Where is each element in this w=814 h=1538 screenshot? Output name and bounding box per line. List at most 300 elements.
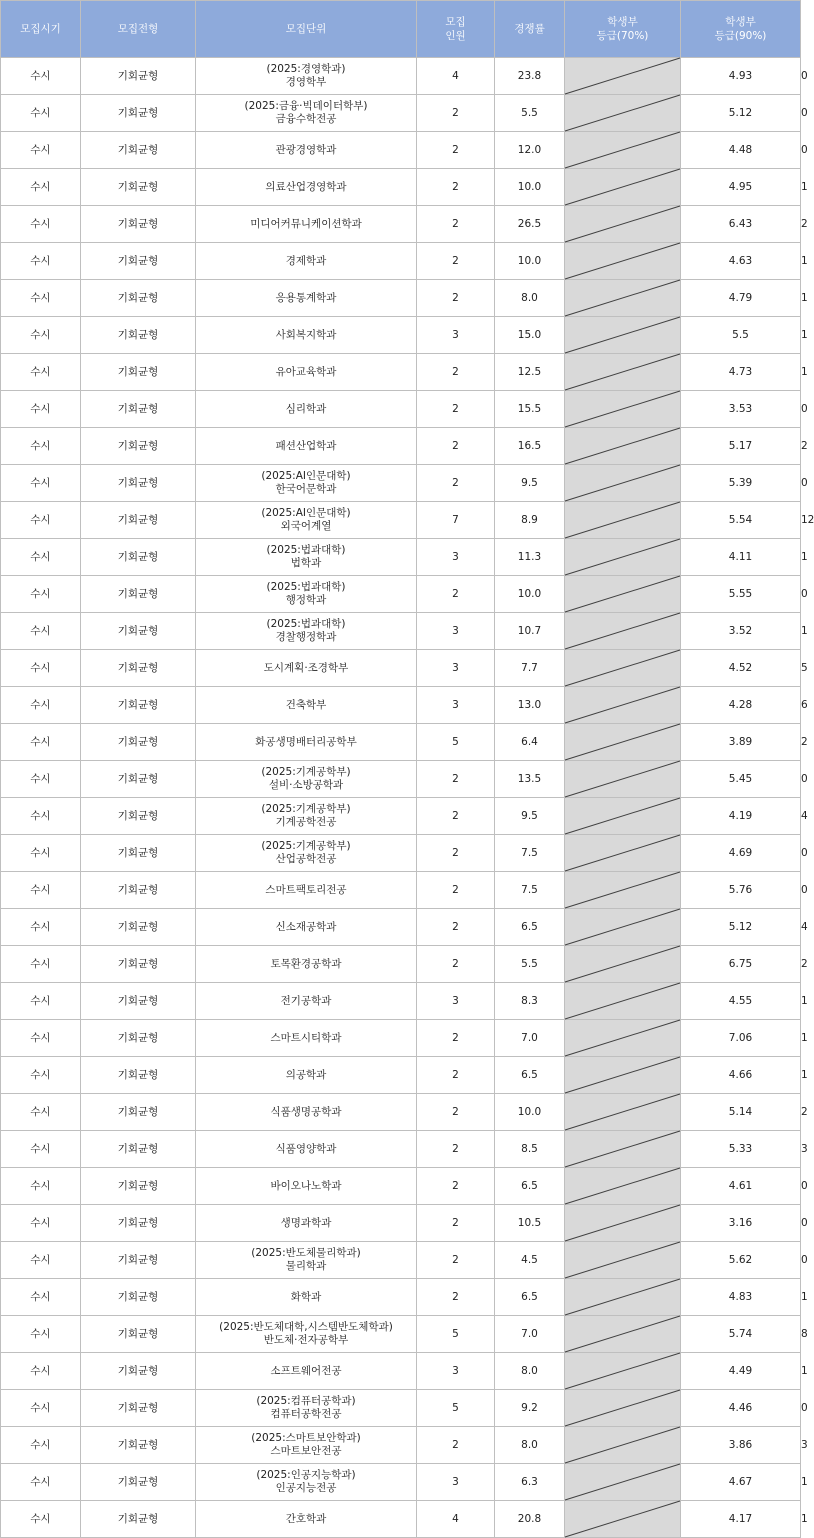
cell-type: 기회균형 xyxy=(81,946,196,983)
cell-type: 기회균형 xyxy=(81,1205,196,1242)
unit-line: (2025:기계공학부) xyxy=(261,803,351,815)
unit-line: 한국어문학과 xyxy=(275,483,337,495)
diagonal-slash xyxy=(565,391,680,427)
diagonal-slash xyxy=(565,1279,680,1315)
cell-grade70-empty xyxy=(565,1501,681,1538)
cell-unit xyxy=(196,613,417,650)
header-grade70 xyxy=(565,1,681,58)
cell-grade70-empty xyxy=(565,761,681,798)
cell-quota: 2 xyxy=(417,206,495,243)
table-row: 수시 기회균형 (2025:법과대학) 법학과 3 11.3 4.11 1 xyxy=(1,539,801,576)
diagonal-slash xyxy=(565,613,680,649)
cell-grade90: 4.52 xyxy=(681,650,801,687)
cell-unit xyxy=(196,280,417,317)
cell-grade90: 4.95 xyxy=(681,169,801,206)
cell-period: 수시 xyxy=(1,280,81,317)
unit-line: (2025:스마트보안학과) xyxy=(251,1432,361,1444)
cell-quota: 3 xyxy=(417,687,495,724)
cell-grade70-empty xyxy=(565,539,681,576)
cell-grade90: 5.55 xyxy=(681,576,801,613)
cell-grade70-empty xyxy=(565,1279,681,1316)
cell-period: 수시 xyxy=(1,1057,81,1094)
diagonal-slash xyxy=(565,983,680,1019)
unit-line: 바이오나노학과 xyxy=(270,1179,342,1192)
cell-ratio: 8.0 xyxy=(495,1427,565,1464)
diagonal-slash xyxy=(565,687,680,723)
cell-ratio: 6.5 xyxy=(495,1279,565,1316)
cell-quota: 5 xyxy=(417,1390,495,1427)
cell-grade70-empty xyxy=(565,724,681,761)
cell-quota: 2 xyxy=(417,872,495,909)
unit-line: (2025:법과대학) xyxy=(266,618,346,630)
unit-line: (2025:인공지능학과) xyxy=(256,1469,356,1481)
unit-line: 설비·소방공학과 xyxy=(268,779,344,791)
header-label-line: 등급(70%) xyxy=(596,30,649,42)
cell-period: 수시 xyxy=(1,1353,81,1390)
cell-ratio: 15.0 xyxy=(495,317,565,354)
cell-grade70-empty xyxy=(565,1020,681,1057)
cell-ratio: 6.4 xyxy=(495,724,565,761)
diagonal-slash xyxy=(565,650,680,686)
header-type xyxy=(81,1,196,58)
cell-grade90: 7.06 xyxy=(681,1020,801,1057)
cell-grade90: 5.12 xyxy=(681,909,801,946)
cell-grade70-empty xyxy=(565,169,681,206)
diagonal-slash xyxy=(565,798,680,834)
table-row: 수시 기회균형 (2025:기계공학부) 설비·소방공학과 2 13.5 5.45 0 xyxy=(1,761,801,798)
cell-grade90: 5.39 xyxy=(681,465,801,502)
cell-ratio: 6.5 xyxy=(495,1057,565,1094)
cell-ratio: 5.5 xyxy=(495,946,565,983)
table-row: 수시 기회균형 (2025:인공지능학과) 인공지능전공 3 6.3 4.67 1 xyxy=(1,1464,801,1501)
table-row: 수시 기회균형 (2025:금융·빅데이터학부) 금융수학전공 2 5.5 5.12 0 xyxy=(1,95,801,132)
diagonal-slash xyxy=(565,280,680,316)
cell-type: 기회균형 xyxy=(81,1020,196,1057)
cell-grade70-empty xyxy=(565,909,681,946)
unit-line: 식품생명공학과 xyxy=(270,1105,342,1118)
cell-ratio: 10.0 xyxy=(495,169,565,206)
cell-unit xyxy=(196,58,417,95)
cell-ratio: 13.0 xyxy=(495,687,565,724)
unit-line: 금융수학전공 xyxy=(275,113,337,125)
table-row: 수시 기회균형 (2025:기계공학부) 산업공학전공 2 7.5 4.69 0 xyxy=(1,835,801,872)
unit-line: (2025:컴퓨터공학과) xyxy=(256,1395,356,1407)
cell-type: 기회균형 xyxy=(81,391,196,428)
cell-ratio: 10.7 xyxy=(495,613,565,650)
cell-unit xyxy=(196,1057,417,1094)
table-row: 수시 기회균형 경제학과 2 10.0 4.63 1 xyxy=(1,243,801,280)
cell-grade90: 4.17 xyxy=(681,1501,801,1538)
cell-quota: 2 xyxy=(417,909,495,946)
cell-ratio: 10.0 xyxy=(495,576,565,613)
unit-line: 간호학과 xyxy=(285,1512,327,1525)
header-label-line: 경쟁률 xyxy=(514,23,545,35)
diagonal-slash xyxy=(565,909,680,945)
cell-period: 수시 xyxy=(1,391,81,428)
unit-line: 스마트팩토리전공 xyxy=(265,883,347,896)
cell-ratio: 7.0 xyxy=(495,1316,565,1353)
cell-quota: 2 xyxy=(417,1427,495,1464)
cell-unit xyxy=(196,872,417,909)
diagonal-slash xyxy=(565,1020,680,1056)
cell-grade90: 4.73 xyxy=(681,354,801,391)
diagonal-slash xyxy=(565,835,680,871)
cell-quota: 2 xyxy=(417,1057,495,1094)
cell-grade70-empty xyxy=(565,1464,681,1501)
table-row: 수시 기회균형 생명과학과 2 10.5 3.16 0 xyxy=(1,1205,801,1242)
cell-quota: 2 xyxy=(417,761,495,798)
cell-quota: 2 xyxy=(417,835,495,872)
table-row: 수시 기회균형 (2025:반도체대학,시스템반도체학과) 반도체·전자공학부 5 7.0 5.74 8 xyxy=(1,1316,801,1353)
diagonal-slash xyxy=(565,1057,680,1093)
cell-ratio: 13.5 xyxy=(495,761,565,798)
diagonal-slash xyxy=(565,946,680,982)
header-label-line: 모집 xyxy=(445,16,466,28)
cell-grade90: 3.16 xyxy=(681,1205,801,1242)
cell-grade90: 5.74 xyxy=(681,1316,801,1353)
cell-ratio: 23.8 xyxy=(495,58,565,95)
cell-period: 수시 xyxy=(1,872,81,909)
cell-quota: 2 xyxy=(417,1242,495,1279)
cell-type: 기회균형 xyxy=(81,687,196,724)
unit-line: (2025:기계공학부) xyxy=(261,766,351,778)
table-row: 수시 기회균형 (2025:AI인문대학) 외국어계열 7 8.9 5.54 12 xyxy=(1,502,801,539)
diagonal-slash xyxy=(565,1353,680,1389)
table-row: 수시 기회균형 (2025:법과대학) 행정학과 2 10.0 5.55 0 xyxy=(1,576,801,613)
unit-line: 심리학과 xyxy=(285,402,327,415)
cell-unit xyxy=(196,1390,417,1427)
cell-unit xyxy=(196,946,417,983)
cell-quota: 2 xyxy=(417,1131,495,1168)
cell-unit xyxy=(196,169,417,206)
cell-unit xyxy=(196,1353,417,1390)
cell-unit xyxy=(196,1501,417,1538)
cell-quota: 2 xyxy=(417,1279,495,1316)
table-row: 수시 기회균형 간호학과 4 20.8 4.17 1 xyxy=(1,1501,801,1538)
cell-grade70-empty xyxy=(565,798,681,835)
cell-ratio: 9.2 xyxy=(495,1390,565,1427)
diagonal-slash xyxy=(565,243,680,279)
cell-grade70-empty xyxy=(565,132,681,169)
unit-line: 행정학과 xyxy=(285,594,327,606)
diagonal-slash xyxy=(565,1427,680,1463)
unit-line: (2025:AI인문대학) xyxy=(261,470,351,482)
cell-grade90: 5.45 xyxy=(681,761,801,798)
diagonal-slash xyxy=(565,576,680,612)
cell-quota: 5 xyxy=(417,724,495,761)
cell-ratio: 16.5 xyxy=(495,428,565,465)
cell-ratio: 10.0 xyxy=(495,1094,565,1131)
cell-quota: 2 xyxy=(417,132,495,169)
cell-unit xyxy=(196,243,417,280)
diagonal-slash xyxy=(565,1316,680,1352)
cell-unit xyxy=(196,391,417,428)
cell-grade70-empty xyxy=(565,835,681,872)
diagonal-slash xyxy=(565,465,680,501)
cell-period: 수시 xyxy=(1,502,81,539)
table-row: 수시 기회균형 식품생명공학과 2 10.0 5.14 2 xyxy=(1,1094,801,1131)
table-row: 수시 기회균형 (2025:기계공학부) 기계공학전공 2 9.5 4.19 4 xyxy=(1,798,801,835)
header-label-line: 인원 xyxy=(445,30,466,42)
unit-line: 경찰행정학과 xyxy=(275,631,337,643)
table-row: 수시 기회균형 화공생명배터리공학부 5 6.4 3.89 2 xyxy=(1,724,801,761)
unit-line: 전기공학과 xyxy=(280,994,332,1007)
cell-period: 수시 xyxy=(1,909,81,946)
unit-line: 신소재공학과 xyxy=(275,920,337,933)
table-row: 수시 기회균형 심리학과 2 15.5 3.53 0 xyxy=(1,391,801,428)
diagonal-slash xyxy=(565,1131,680,1167)
cell-quota: 2 xyxy=(417,1168,495,1205)
cell-type: 기회균형 xyxy=(81,650,196,687)
cell-grade90: 5.5 xyxy=(681,317,801,354)
cell-grade70-empty xyxy=(565,946,681,983)
cell-ratio: 11.3 xyxy=(495,539,565,576)
table-row: 수시 기회균형 스마트시티학과 2 7.0 7.06 1 xyxy=(1,1020,801,1057)
cell-unit xyxy=(196,835,417,872)
cell-grade90: 4.66 xyxy=(681,1057,801,1094)
table-row: 수시 기회균형 의공학과 2 6.5 4.66 1 xyxy=(1,1057,801,1094)
diagonal-slash xyxy=(565,95,680,131)
cell-type: 기회균형 xyxy=(81,354,196,391)
diagonal-slash xyxy=(565,1464,680,1500)
cell-period: 수시 xyxy=(1,1094,81,1131)
unit-line: (2025:AI인문대학) xyxy=(261,507,351,519)
cell-grade90: 4.19 xyxy=(681,798,801,835)
cell-quota: 2 xyxy=(417,280,495,317)
cell-ratio: 7.0 xyxy=(495,1020,565,1057)
cell-quota: 4 xyxy=(417,58,495,95)
cell-type: 기회균형 xyxy=(81,613,196,650)
cell-ratio: 5.5 xyxy=(495,95,565,132)
cell-ratio: 8.9 xyxy=(495,502,565,539)
cell-period: 수시 xyxy=(1,317,81,354)
table-row: 수시 기회균형 도시계획·조경학부 3 7.7 4.52 5 xyxy=(1,650,801,687)
cell-grade70-empty xyxy=(565,58,681,95)
unit-line: 사회복지학과 xyxy=(275,328,337,341)
cell-grade90: 5.54 xyxy=(681,502,801,539)
cell-grade70-empty xyxy=(565,983,681,1020)
cell-grade90: 4.48 xyxy=(681,132,801,169)
cell-unit xyxy=(196,465,417,502)
cell-grade90: 5.76 xyxy=(681,872,801,909)
table-row: 수시 기회균형 미디어커뮤니케이션학과 2 26.5 6.43 2 xyxy=(1,206,801,243)
unit-line: 물리학과 xyxy=(285,1260,327,1272)
cell-type: 기회균형 xyxy=(81,280,196,317)
cell-unit xyxy=(196,761,417,798)
cell-grade70-empty xyxy=(565,650,681,687)
cell-type: 기회균형 xyxy=(81,1501,196,1538)
cell-grade90: 3.89 xyxy=(681,724,801,761)
unit-line: 유아교육학과 xyxy=(275,365,337,378)
cell-ratio: 7.5 xyxy=(495,872,565,909)
diagonal-slash xyxy=(565,1168,680,1204)
cell-type: 기회균형 xyxy=(81,1242,196,1279)
cell-unit xyxy=(196,539,417,576)
cell-quota: 2 xyxy=(417,576,495,613)
cell-ratio: 7.5 xyxy=(495,835,565,872)
table-row: 수시 기회균형 사회복지학과 3 15.0 5.5 1 xyxy=(1,317,801,354)
cell-grade90: 4.61 xyxy=(681,1168,801,1205)
cell-grade90: 4.79 xyxy=(681,280,801,317)
diagonal-slash xyxy=(565,206,680,242)
diagonal-slash xyxy=(565,1501,680,1537)
cell-period: 수시 xyxy=(1,761,81,798)
header-label-line: 학생부 xyxy=(607,16,638,28)
cell-type: 기회균형 xyxy=(81,132,196,169)
cell-type: 기회균형 xyxy=(81,576,196,613)
unit-line: 화공생명배터리공학부 xyxy=(255,735,357,748)
table-row: 수시 기회균형 (2025:스마트보안학과) 스마트보안전공 2 8.0 3.86 3 xyxy=(1,1427,801,1464)
table-row: 수시 기회균형 소프트웨어전공 3 8.0 4.49 1 xyxy=(1,1353,801,1390)
cell-period: 수시 xyxy=(1,613,81,650)
table-row: 수시 기회균형 전기공학과 3 8.3 4.55 1 xyxy=(1,983,801,1020)
unit-line: 반도체·전자공학부 xyxy=(263,1334,349,1346)
cell-grade90: 4.46 xyxy=(681,1390,801,1427)
cell-quota: 2 xyxy=(417,1205,495,1242)
unit-line: 건축학부 xyxy=(285,698,327,711)
diagonal-slash xyxy=(565,354,680,390)
unit-line: 토목환경공학과 xyxy=(270,957,342,970)
cell-quota: 2 xyxy=(417,391,495,428)
cell-period: 수시 xyxy=(1,576,81,613)
cell-period: 수시 xyxy=(1,983,81,1020)
cell-period: 수시 xyxy=(1,835,81,872)
cell-unit xyxy=(196,650,417,687)
diagonal-slash xyxy=(565,539,680,575)
cell-grade70-empty xyxy=(565,1316,681,1353)
cell-unit xyxy=(196,1094,417,1131)
cell-period: 수시 xyxy=(1,946,81,983)
unit-line: 의료산업경영학과 xyxy=(265,180,347,193)
cell-ratio: 4.5 xyxy=(495,1242,565,1279)
header-unit xyxy=(196,1,417,58)
cell-unit xyxy=(196,95,417,132)
unit-line: (2025:반도체대학,시스템반도체학과) xyxy=(219,1321,393,1333)
cell-quota: 2 xyxy=(417,465,495,502)
cell-grade90: 4.11 xyxy=(681,539,801,576)
cell-grade90: 4.63 xyxy=(681,243,801,280)
cell-grade70-empty xyxy=(565,872,681,909)
header-label-line: 모집시기 xyxy=(20,23,61,35)
unit-line: (2025:경영학과) xyxy=(266,63,346,75)
unit-line: 식품영양학과 xyxy=(275,1142,337,1155)
cell-ratio: 6.3 xyxy=(495,1464,565,1501)
unit-line: 산업공학전공 xyxy=(275,853,337,865)
cell-grade90: 5.14 xyxy=(681,1094,801,1131)
cell-grade70-empty xyxy=(565,1057,681,1094)
cell-grade70-empty xyxy=(565,1353,681,1390)
cell-grade70-empty xyxy=(565,1242,681,1279)
cell-unit xyxy=(196,1168,417,1205)
cell-period: 수시 xyxy=(1,243,81,280)
cell-grade70-empty xyxy=(565,502,681,539)
cell-type: 기회균형 xyxy=(81,872,196,909)
cell-quota: 2 xyxy=(417,946,495,983)
cell-grade90: 3.86 xyxy=(681,1427,801,1464)
cell-type: 기회균형 xyxy=(81,206,196,243)
unit-line: 응용통계학과 xyxy=(275,291,337,304)
cell-type: 기회균형 xyxy=(81,465,196,502)
cell-quota: 3 xyxy=(417,1464,495,1501)
table-row: 수시 기회균형 스마트팩토리전공 2 7.5 5.76 0 xyxy=(1,872,801,909)
cell-ratio: 9.5 xyxy=(495,798,565,835)
cell-quota: 3 xyxy=(417,317,495,354)
cell-grade90: 3.53 xyxy=(681,391,801,428)
cell-type: 기회균형 xyxy=(81,909,196,946)
table-row: 수시 기회균형 (2025:반도체물리학과) 물리학과 2 4.5 5.62 0 xyxy=(1,1242,801,1279)
cell-unit xyxy=(196,428,417,465)
unit-line: 기계공학전공 xyxy=(275,816,337,828)
cell-unit xyxy=(196,502,417,539)
cell-type: 기회균형 xyxy=(81,1427,196,1464)
cell-grade90: 5.62 xyxy=(681,1242,801,1279)
cell-ratio: 12.5 xyxy=(495,354,565,391)
cell-quota: 2 xyxy=(417,95,495,132)
table-body xyxy=(1,58,814,1538)
diagonal-slash xyxy=(565,132,680,168)
diagonal-slash xyxy=(565,761,680,797)
cell-period: 수시 xyxy=(1,1316,81,1353)
cell-ratio: 6.5 xyxy=(495,1168,565,1205)
cell-period: 수시 xyxy=(1,1131,81,1168)
cell-grade90: 4.83 xyxy=(681,1279,801,1316)
cell-period: 수시 xyxy=(1,798,81,835)
cell-period: 수시 xyxy=(1,1168,81,1205)
diagonal-slash xyxy=(565,58,680,94)
cell-period: 수시 xyxy=(1,58,81,95)
header-label-line: 등급(90%) xyxy=(714,30,767,42)
table-row: 수시 기회균형 신소재공학과 2 6.5 5.12 4 xyxy=(1,909,801,946)
cell-ratio: 8.5 xyxy=(495,1131,565,1168)
cell-grade70-empty xyxy=(565,465,681,502)
cell-grade90: 4.49 xyxy=(681,1353,801,1390)
cell-grade70-empty xyxy=(565,243,681,280)
cell-type: 기회균형 xyxy=(81,1094,196,1131)
cell-type: 기회균형 xyxy=(81,1353,196,1390)
cell-period: 수시 xyxy=(1,465,81,502)
cell-type: 기회균형 xyxy=(81,724,196,761)
cell-grade70-empty xyxy=(565,1168,681,1205)
table-row: 수시 기회균형 의료산업경영학과 2 10.0 4.95 1 xyxy=(1,169,801,206)
unit-line: 패션산업학과 xyxy=(275,439,337,452)
header-label-line: 모집전형 xyxy=(117,23,159,35)
header-quota xyxy=(417,1,495,58)
cell-grade70-empty xyxy=(565,280,681,317)
cell-grade70-empty xyxy=(565,576,681,613)
cell-type: 기회균형 xyxy=(81,983,196,1020)
cell-grade70-empty xyxy=(565,687,681,724)
cell-grade90: 5.33 xyxy=(681,1131,801,1168)
cell-unit xyxy=(196,1316,417,1353)
diagonal-slash xyxy=(565,1094,680,1130)
cell-grade70-empty xyxy=(565,317,681,354)
unit-line: 생명과학과 xyxy=(280,1216,332,1229)
cell-quota: 2 xyxy=(417,428,495,465)
diagonal-slash xyxy=(565,724,680,760)
unit-line: (2025:법과대학) xyxy=(266,581,346,593)
cell-ratio: 15.5 xyxy=(495,391,565,428)
diagonal-slash xyxy=(565,872,680,908)
cell-type: 기회균형 xyxy=(81,1131,196,1168)
cell-unit xyxy=(196,206,417,243)
cell-unit xyxy=(196,1279,417,1316)
cell-unit xyxy=(196,1020,417,1057)
cell-grade90: 5.17 xyxy=(681,428,801,465)
cell-quota: 2 xyxy=(417,354,495,391)
unit-line: 스마트보안전공 xyxy=(270,1445,342,1457)
cell-period: 수시 xyxy=(1,1205,81,1242)
diagonal-slash xyxy=(565,317,680,353)
